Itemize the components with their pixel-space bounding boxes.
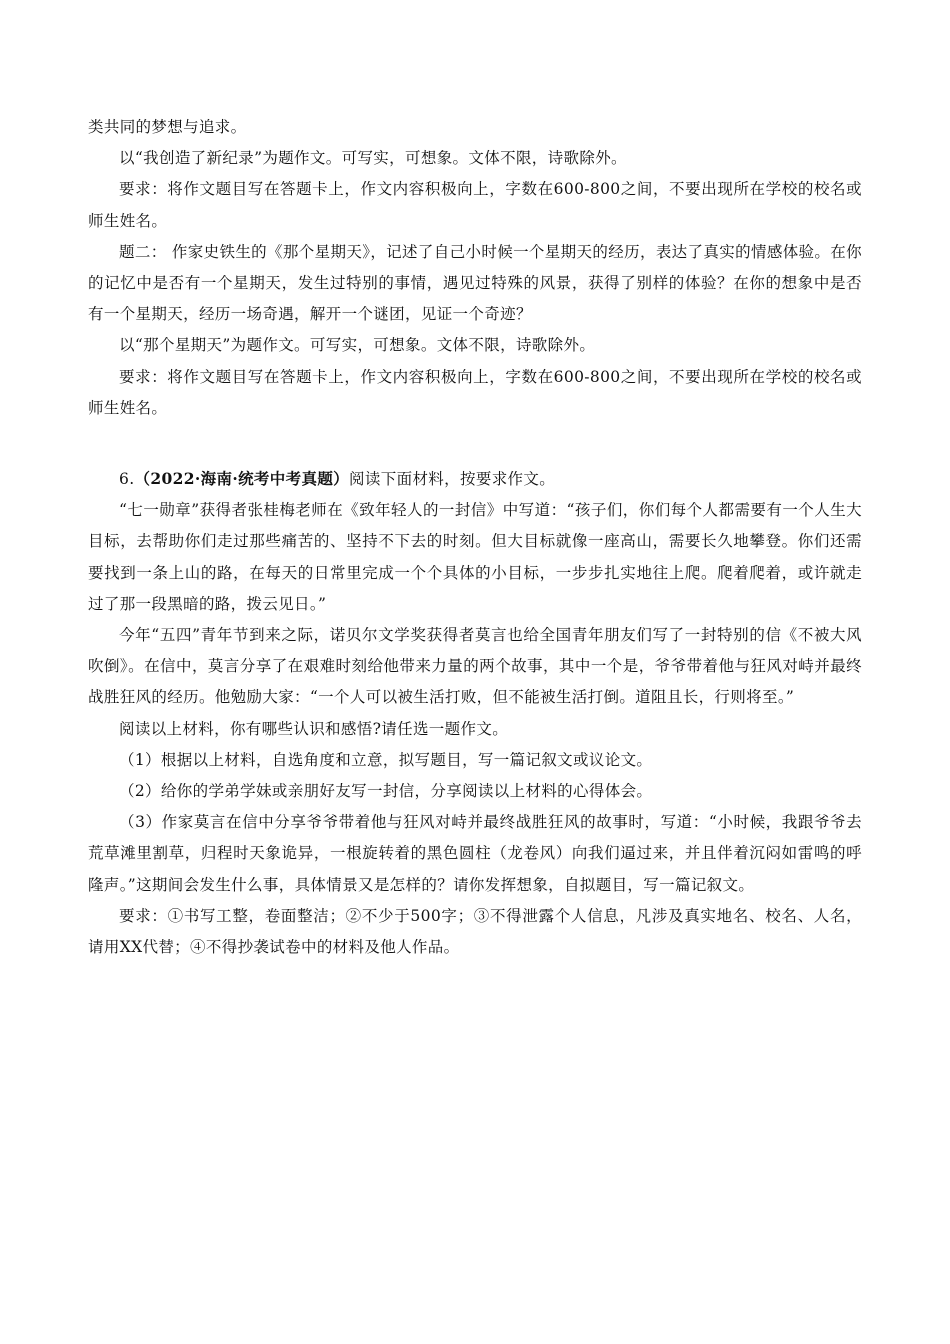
paragraph: 类共同的梦想与追求。 xyxy=(88,118,247,136)
essay-topic-block xyxy=(88,112,862,424)
question-heading xyxy=(88,463,862,495)
spacer xyxy=(88,424,862,455)
material-paragraph: “七一勋章”获得者张桂梅老师在《致年轻人的一封信》中写道：“孩子们，你们每个人都需要有一个人生大目标，去帮助你们走过那些痛苦的、坚持不下去的时刻。但大目标就像一座高山，需要长久地攀登。你们还需要找到一条上山的路，在每天的日常里完成一个个具体的小目标，一步步扎实地往上爬。爬着爬着，或许就走过了那一段黑暗的路，拨云见日。” xyxy=(88,501,862,613)
paragraph: 以“我创造了新纪录”为题作文。可写实，可想象。文体不限，诗歌除外。 xyxy=(119,149,627,168)
option-3: （3）作家莫言在信中分享爷爷带着他与狂风对峙并最终战胜狂风的故事时，写道：“小时候，我跟爷爷去荒草滩里割草，归程时天象诡异，一根旋转着的黑色圆柱（龙卷风）向我们逼过来，并且伴着沉闷如雷鸣的呼隆声。”这期间会发生什么事，具体情景又是怎样的？请你发挥想象，自拟题目，写一篇记叙文。 xyxy=(88,813,862,894)
paragraph: 以“那个星期天”为题作文。可写实，可想象。文体不限，诗歌除外。 xyxy=(119,336,596,355)
material-paragraph: 今年“五四”青年节到来之际，诺贝尔文学奖获得者莫言也给全国青年朋友们写了一封特别的信《不被大风吹倒》。在信中，莫言分享了在艰难时刻给他带来力量的两个故事，其中一个是，爷爷带着他与狂风对峙并最终战胜狂风的经历。他勉励大家：“一个人可以被生活打败，但不能被生活打倒。道阻且长，行则将至。” xyxy=(88,626,862,707)
document-page xyxy=(88,112,862,963)
question-number: 6. xyxy=(119,470,135,489)
question-prompt: 阅读下面材料，按要求作文。 xyxy=(349,470,556,489)
requirement-paragraph: 要求：①书写工整，卷面整洁；②不少于500字；③不得泄露个人信息，凡涉及真实地名、校名、人名，请用XX代替；④不得抄袭试卷中的材料及他人作品。 xyxy=(88,906,862,957)
requirement-paragraph: 要求：将作文题目写在答题卡上，作文内容积极向上，字数在600-800之间，不要出现所在学校的校名或师生姓名。 xyxy=(88,180,862,230)
question-6 xyxy=(88,463,862,963)
topic-two-paragraph: 题二： 作家史铁生的《那个星期天》，记述了自己小时候一个星期天的经历，表达了真实的情感体验。在你的记忆中是否有一个星期天，发生过特别的事情，遇见过特殊的风景，获得了别样的体验？在你的想象中是否有一个星期天，经历一场奇遇，解开一个谜团，见证一个奇迹？ xyxy=(88,242,862,324)
option-1: （1）根据以上材料，自选角度和立意，拟写题目，写一篇记叙文或议论文。 xyxy=(119,750,653,769)
option-2: （2）给你的学弟学妹或亲朋好友写一封信，分享阅读以上材料的心得体会。 xyxy=(119,782,653,801)
instruction-paragraph: 阅读以上材料，你有哪些认识和感悟?请任选一题作文。 xyxy=(119,719,509,738)
question-source: （2022·海南·统考中考真题） xyxy=(134,469,350,489)
requirement-paragraph: 要求：将作文题目写在答题卡上，作文内容积极向上，字数在600-800之间，不要出现所在学校的校名或师生姓名。 xyxy=(88,367,862,417)
